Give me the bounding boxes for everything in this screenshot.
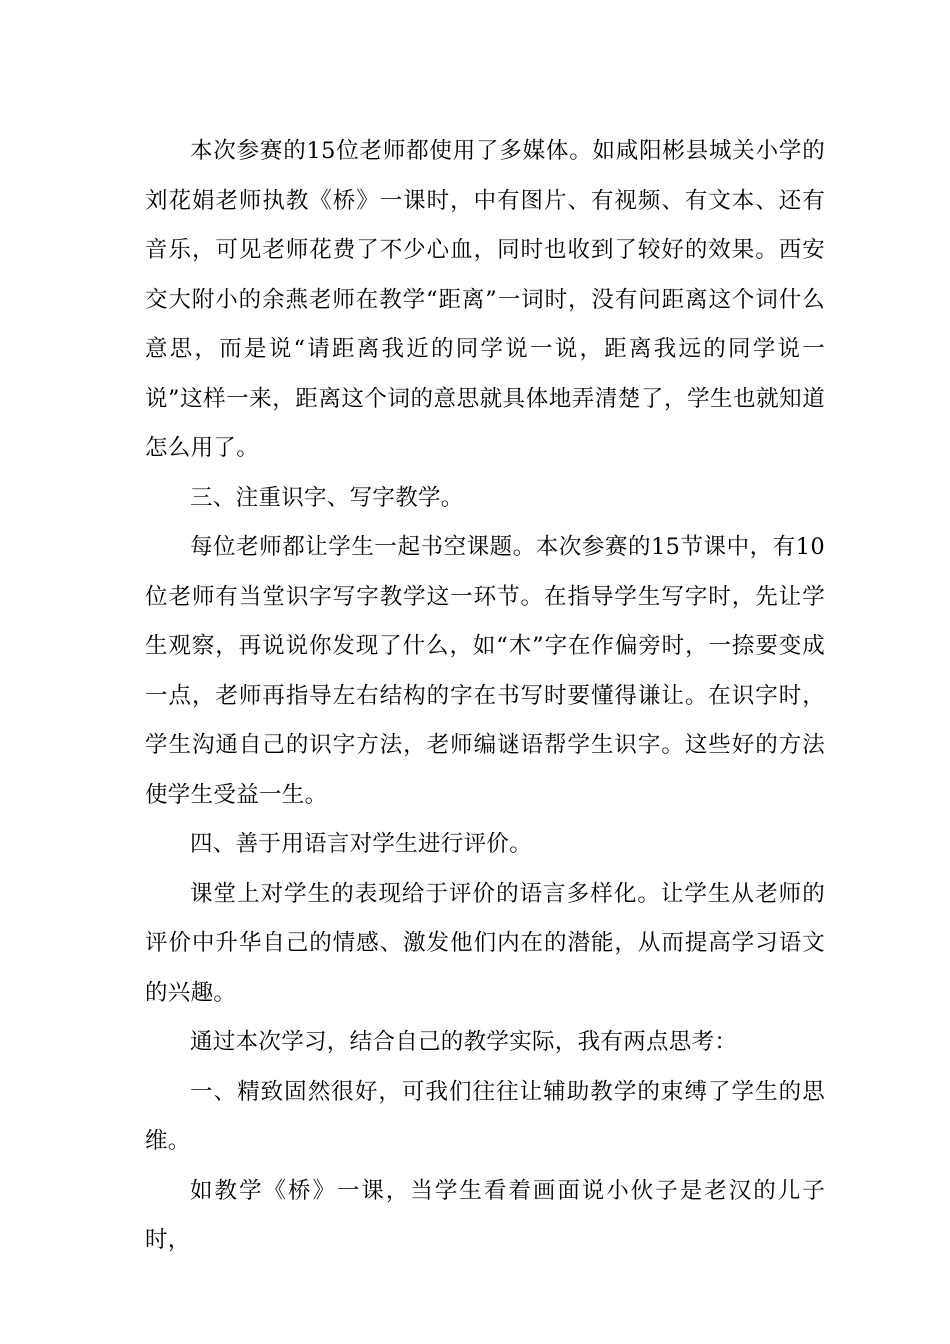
section-heading-reflection-one: 一、精致固然很好，可我们往往让辅助教学的束缚了学生的思维。 [145,1078,825,1154]
paragraph-bridge-example: 如教学《桥》一课，当学生看着画面说小伙子是老汉的儿子时， [145,1177,825,1253]
section-heading-literacy: 三、注重识字、写字教学。 [190,484,464,511]
paragraph-evaluation: 课堂上对学生的表现给于评价的语言多样化。让学生从老师的评价中升华自己的情感、激发他们内在的潜能，从而提高学习语文的兴趣。 [145,880,825,1006]
paragraph-multimedia: 本次参赛的15位老师都使用了多媒体。如咸阳彬县城关小学的刘花娟老师执教《桥》一课时，中有图片、有视频、有文本、还有音乐，可见老师花费了不少心血，同时也收到了较好的效果。西安交大附小的余燕老师在教学“距离”一词时，没有问距离这个词什么意思，而是说“请距离我近的同学说一说，距离我远的同学说一说”这样一来，距离这个词的意思就具体地弄清楚了，学生也就知道怎么用了。 [145,138,825,461]
section-heading-evaluation: 四、善于用语言对学生进行评价。 [190,831,533,857]
paragraph-reflection-intro: 通过本次学习，结合自己的教学实际，我有两点思考： [190,1029,738,1055]
document-body [145,127,825,1266]
paragraph-literacy: 每位老师都让学生一起书空课题。本次参赛的15节课中，有10位老师有当堂识字写字教学这一环节。在指导学生写字时，先让学生观察，再说说你发现了什么，如“木”字在作偏旁时，一捺要变成一点，老师再指导左右结构的字在书写时要懂得谦让。在识字时，学生沟通自己的识字方法，老师编谜语帮学生识字。这些好的方法使学生受益一生。 [145,534,825,808]
